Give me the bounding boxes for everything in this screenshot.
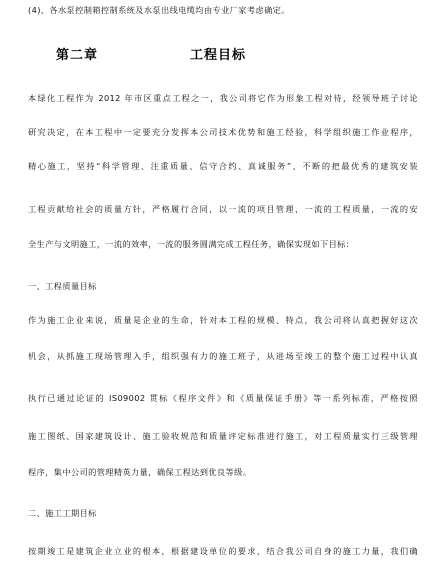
quality-line: 程序，集中公司的管理精英力量，确保工程达到优良等级。 xyxy=(28,467,252,477)
quality-line: 机会，从抓施工现场管理入手，组织强有力的施工班子，从进场至竣工的整个施工过程中认真 xyxy=(28,351,418,361)
intro-line: 精心施工，坚持“科学管理、注重质量、信守合约、真诚服务”、不断的把最优秀的建筑安装 xyxy=(28,161,418,171)
intro-line: 全生产与文明施工，一流的效率，一流的服务圆满完成工程任务，确保实现如下目标： xyxy=(28,239,355,249)
quality-line: 执行已通过论证的 IS09002 贯标《程序文件》和《质量保证手册》等一系列标准，严格按照 xyxy=(28,393,418,403)
schedule-line: 按期竣工是建筑企业立业的根本，根据建设单位的要求，结合我公司自身的施工力量，我们确 xyxy=(28,546,418,556)
intro-line: 工程贡献给社会的质量方针，严格履行合同，以一流的项目管理，一流的工程质量，一流的安 xyxy=(28,204,418,214)
intro-line: 本绿化工程作为 2012 年市区重点工程之一，我公司将它作为形象工程对待，经领导班子讨论 xyxy=(28,93,418,103)
quality-line: 作为施工企业来说，质量是企业的生命，针对本工程的规模、特点，我公司将认真把握好这次 xyxy=(28,315,418,325)
intro-line: 研究决定，在本工程中一定要充分发挥本公司技术优势和施工经验，科学组织施工作业程序， xyxy=(28,127,418,137)
chapter-number: 第二章 xyxy=(56,48,99,63)
section-heading-schedule: 二、施工工期目标 xyxy=(28,508,97,518)
chapter-title: 工程目标 xyxy=(190,48,247,63)
top-note: (4)、各水泵控制箱控制系统及水泵出线电缆均由专业厂家考虑确定。 xyxy=(28,5,290,15)
section-heading-quality: 一、工程质量目标 xyxy=(28,281,97,291)
quality-line: 施工图纸、国家建筑设计、施工验收规范和质量评定标准进行施工，对工程质量实行三级管理 xyxy=(28,431,418,441)
